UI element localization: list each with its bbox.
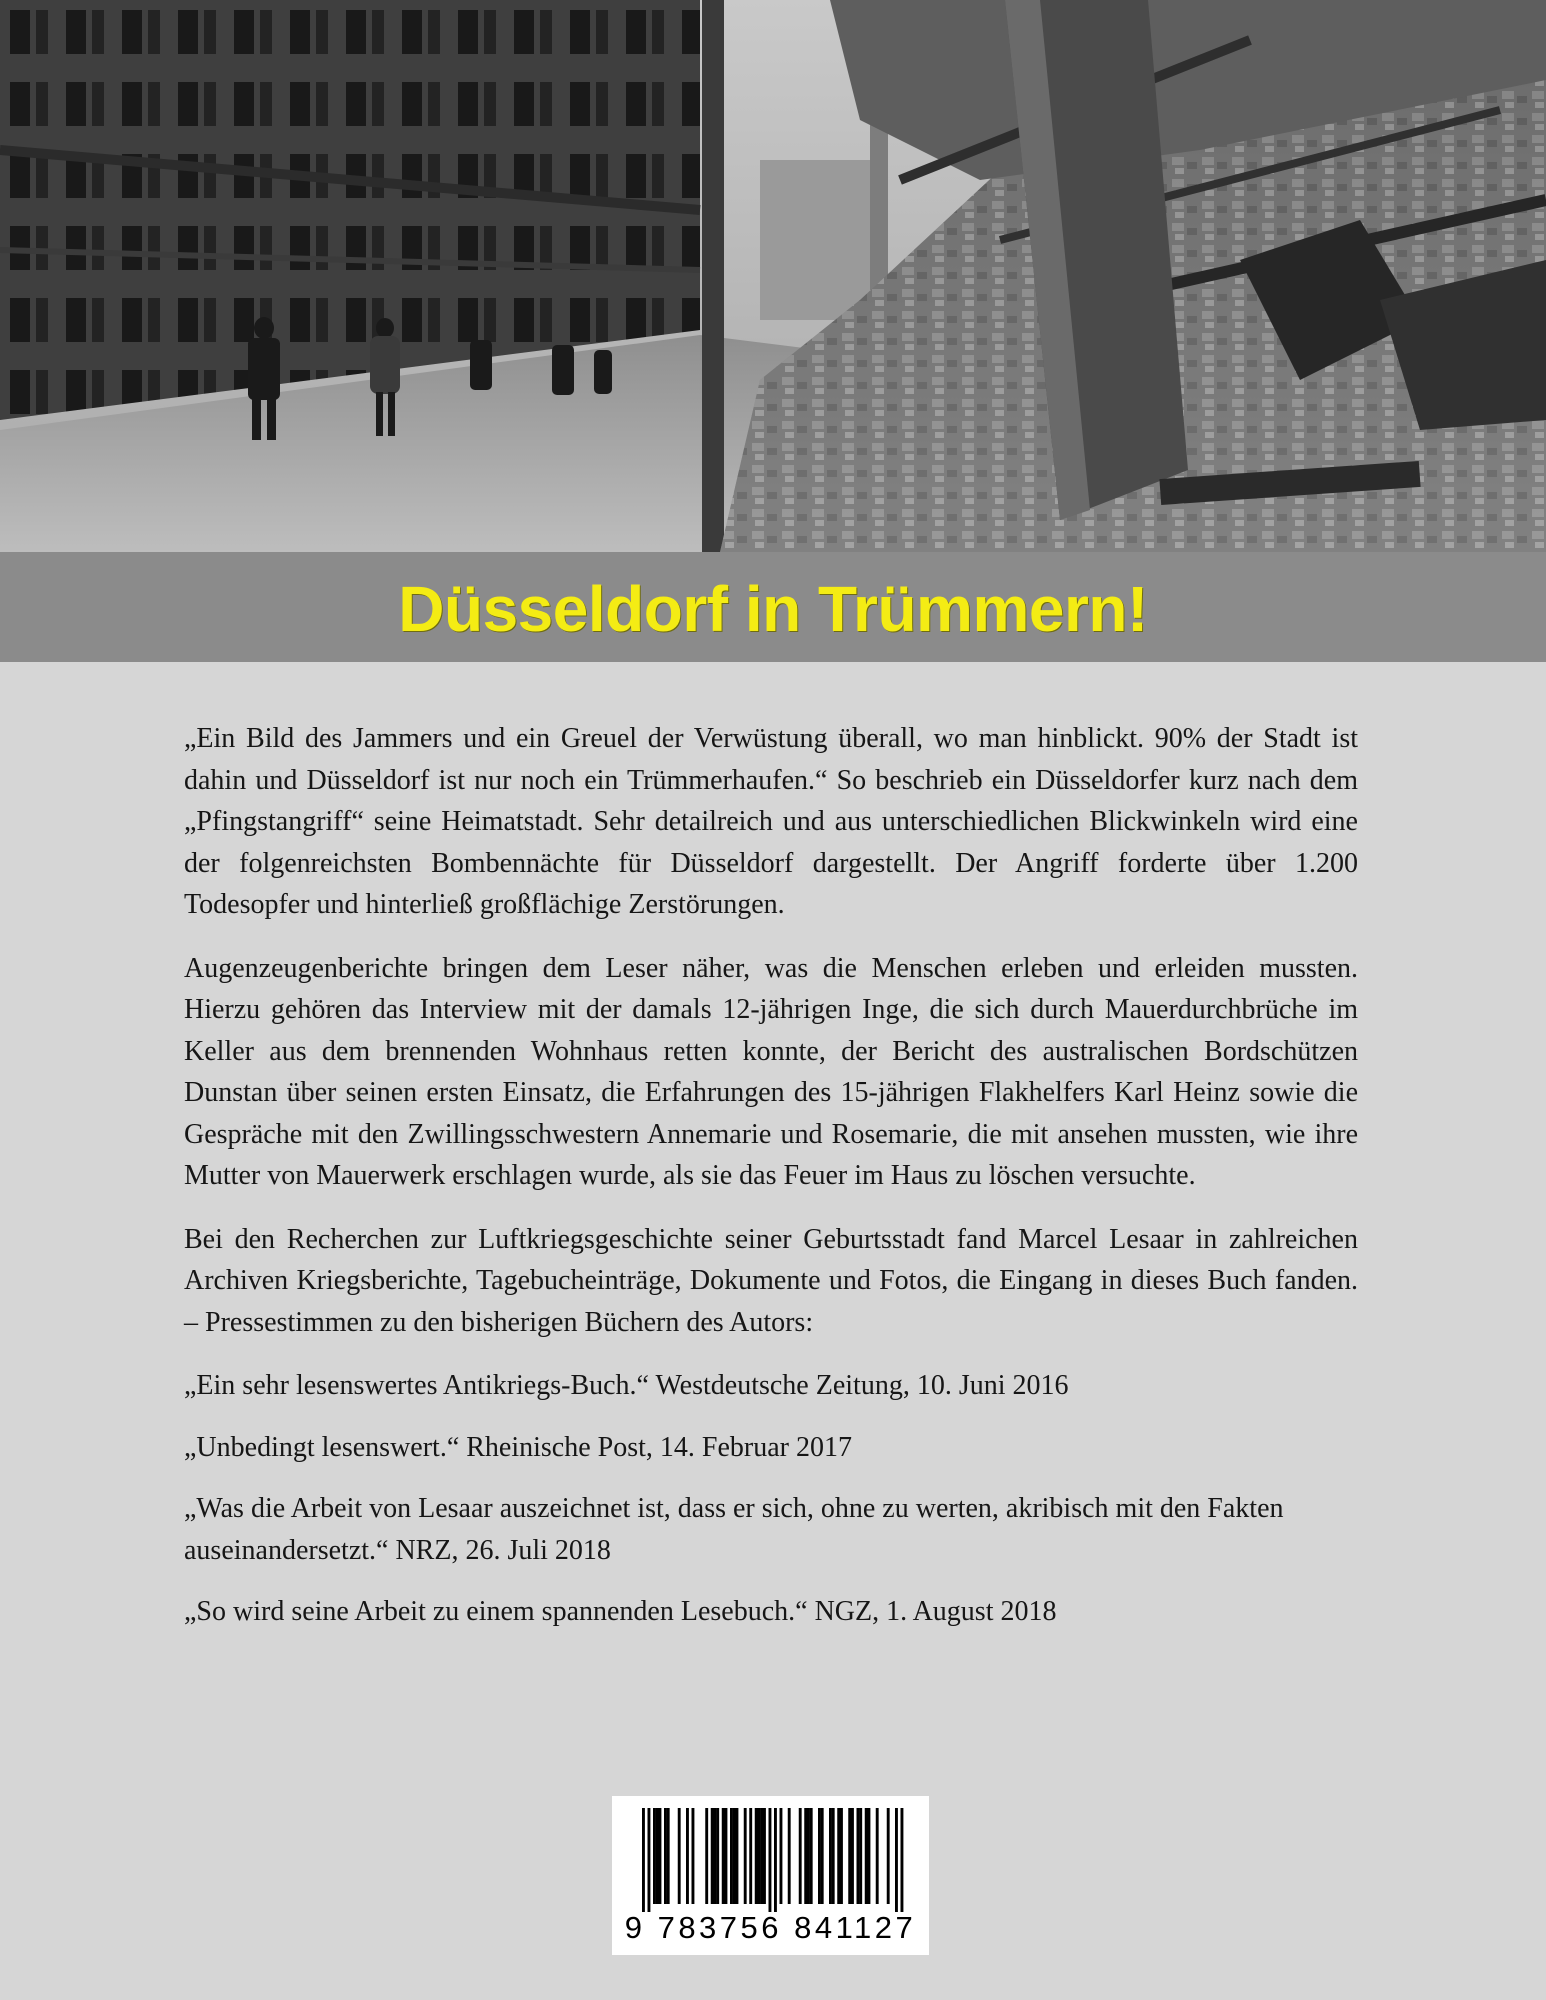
book-title: Düsseldorf in Trümmern!	[398, 573, 1148, 645]
barcode-bar	[840, 1808, 843, 1904]
barcode-bar	[865, 1808, 868, 1904]
barcode-bar	[642, 1808, 645, 1912]
blurb-paragraph-1: „Ein Bild des Jammers und ein Greuel der Verwüstung überall, wo man hinblickt. 90% der Stadt ist dahin und Düsseldorf ist nur noch ein Trümmerhaufen.“ So beschrieb ein Düsseldorfer kurz nach dem „Pfingstangriff“ seine Heimatstadt. Sehr detailreich und aus unterschiedlichen Blickwinkeln wird eine der folgenreichsten Bombennächte für Düsseldorf dargestellt. Der Angriff forderte über 1.200 Todesopfer und hinterließ großflächige Zerstörungen.	[184, 723, 1358, 920]
barcode-bar	[755, 1808, 758, 1904]
barcode-bar	[807, 1808, 810, 1904]
barcode-bar	[799, 1808, 802, 1904]
barcode-bar	[716, 1808, 719, 1904]
barcode-bar	[818, 1808, 821, 1904]
isbn-barcode	[612, 1796, 929, 1955]
barcode-bar	[763, 1808, 766, 1904]
press-quote-3: „Was die Arbeit von Lesaar auszeichnet ist, dass er sich, ohne zu werten, akribisch mit den Fakten auseinandersetzt.“ NRZ, 26. Juli 2018	[184, 1493, 1284, 1566]
barcode-bar	[722, 1808, 725, 1904]
barcode-bar	[857, 1808, 860, 1904]
barcode-bar	[744, 1808, 747, 1904]
barcode-bar	[848, 1808, 851, 1904]
title-band	[0, 552, 1546, 662]
barcode-bar	[887, 1808, 890, 1904]
barcode-bar	[829, 1808, 832, 1904]
barcode-bar	[711, 1808, 714, 1904]
barcode-bar	[667, 1808, 670, 1904]
blurb-paragraph-2: Augenzeugenberichte bringen dem Leser näher, was die Menschen erleben und erleiden mussten. Hierzu gehören das Interview mit der damals 12-jährigen Inge, die sich durch Mauerdurchbrüche im Keller aus dem brennenden Wohnhaus retten konnte, der Bericht des australischen Bordschützen Dunstan über seinen ersten Einsatz, die Erfahrungen des 15-jährigen Flakhelfers Karl Heinz sowie die Gespräche mit den Zwillingsschwestern Annemarie und Rosemarie, die mit ansehen mussten, wie ihre Mutter von Mauerwerk erschlagen wurde, als sie das Feuer im Haus zu löschen versuchte.	[184, 952, 1358, 1191]
barcode-bar	[736, 1808, 739, 1904]
barcode-bar	[788, 1808, 791, 1904]
barcode-bar	[821, 1808, 824, 1904]
barcode-bar	[832, 1808, 835, 1904]
barcode-bar	[804, 1808, 807, 1904]
barcode-bar	[678, 1808, 681, 1904]
barcode-bar	[714, 1808, 717, 1904]
press-quote-4: „So wird seine Arbeit zu einem spannenden Lesebuch.“ NGZ, 1. August 2018	[184, 1596, 1057, 1627]
barcode-bar	[653, 1808, 656, 1904]
barcode-digits: 9 783756 841127	[624, 1910, 917, 1945]
press-quote-2: „Unbedingt lesenswert.“ Rheinische Post, 14. Februar 2017	[184, 1431, 852, 1463]
blurb-text	[184, 718, 1358, 1653]
barcode-bar	[851, 1808, 854, 1904]
barcode-bar	[774, 1808, 777, 1912]
barcode-bar	[686, 1808, 689, 1904]
barcode-bar	[648, 1808, 651, 1912]
barcode-bar	[901, 1808, 904, 1912]
barcode-bar	[868, 1808, 871, 1904]
barcode-bar	[895, 1808, 898, 1912]
barcode-bars	[612, 1796, 929, 1914]
barcode-bar	[780, 1808, 783, 1904]
ruined-street-photo	[0, 0, 1546, 552]
blurb-paragraph-3: Bei den Recherchen zur Luftkriegsgeschichte seiner Geburtsstadt fand Marcel Lesaar in zahlreichen Archiven Kriegsberichte, Tagebucheinträge, Dokumente und Fotos, die Eingang in dieses Buch fanden. – Pressestimmen zu den bisherigen Büchern des Autors:	[184, 1223, 1358, 1338]
barcode-bar	[769, 1808, 772, 1912]
barcode-bar	[758, 1808, 761, 1904]
barcode-bar	[659, 1808, 662, 1904]
barcode-bar	[749, 1808, 752, 1904]
barcode-bar	[730, 1808, 733, 1904]
barcode-bar	[664, 1808, 667, 1904]
barcode-bar	[876, 1808, 879, 1904]
barcode-bar	[705, 1808, 708, 1904]
barcode-bar	[859, 1808, 862, 1904]
barcode-bar	[725, 1808, 728, 1904]
barcode-bar	[760, 1808, 763, 1904]
barcode-bar	[733, 1808, 736, 1904]
barcode-bar	[837, 1808, 840, 1904]
press-quote-1: „Ein sehr lesenswertes Antikriegs-Buch.“ Westdeutsche Zeitung, 10. Juni 2016	[184, 1370, 1069, 1401]
barcode-bar	[692, 1808, 695, 1904]
barcode-bar	[656, 1808, 659, 1904]
barcode-bar	[810, 1808, 813, 1904]
